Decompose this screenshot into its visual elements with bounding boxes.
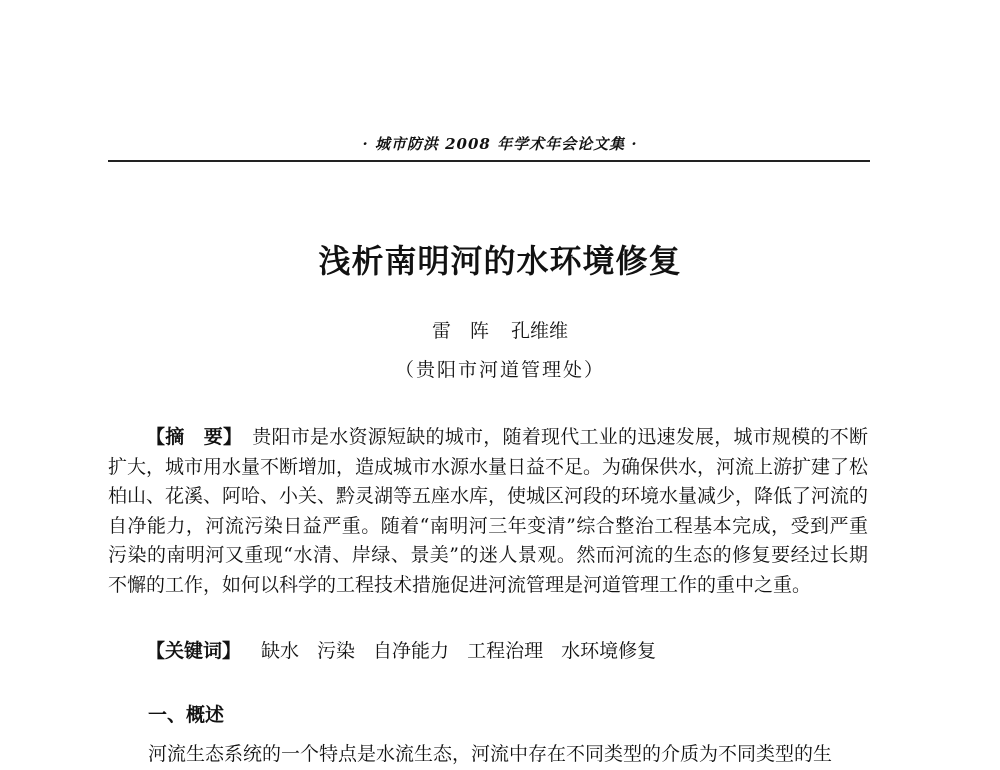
body-paragraph: 河流生态系统的一个特点是水流生态，河流中存在不同类型的介质为不同类型的生 [148,743,833,765]
running-header: · 城市防洪 2008 年学术年会论文集 · [362,135,638,153]
affiliation: （贵阳市河道管理处） [394,359,605,381]
abstract [108,423,868,600]
keyword: 工程治理 [467,640,544,662]
abstract-label: 【摘 要】 [146,426,243,448]
header-rule [108,160,870,162]
keywords-label: 【关键词】 [146,640,242,662]
section-heading: 一、概述 [148,704,225,726]
author-list [0,316,1000,343]
keyword: 水环境修复 [561,640,657,662]
author-name: 雷 阵 [431,320,489,342]
keyword: 缺水 [261,640,300,662]
author-name: 孔维维 [511,320,569,342]
keyword: 污染 [317,640,356,662]
keywords [108,637,868,667]
paper-title: 浅析南明河的水环境修复 [318,242,682,280]
abstract-text: 贵阳市是水资源短缺的城市，随着现代工业的迅速发展，城市规模的不断扩大，城市用水量不断增加，造成城市水源水量日益不足。为确保供水，河流上游扩建了松柏山、花溪、阿哈、小关、黔灵湖等五座水库，使城区河段的环境水量减少，降低了河流的自净能力，河流污染日益严重。随着“南明河三年变清”综合整治工程基本完成，受到严重污染的南明河又重现“水清、岸绿、景美”的迷人景观。然而河流的生态的修复要经过长期不懈的工作，如何以科学的工程技术措施促进河流管理是河道管理工作的重中之重。 [108,426,869,596]
keyword: 自净能力 [373,640,450,662]
